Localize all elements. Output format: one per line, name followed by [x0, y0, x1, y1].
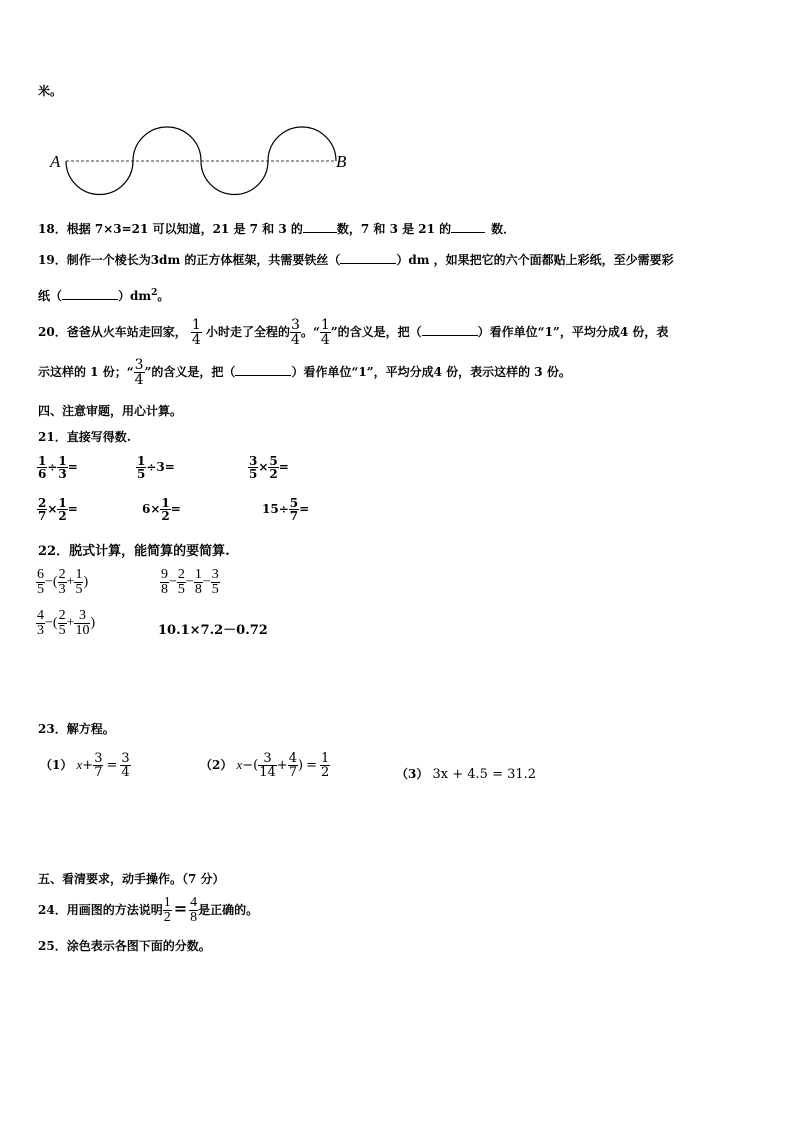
q21-item-2: $\frac{1}{5}$ ÷3=	[137, 454, 175, 481]
q18-text-a: 18．根据 7×3=21 可以知道，21 是 7 和 3 的	[38, 222, 303, 236]
frac: $\frac{4}{7}$	[288, 751, 297, 780]
frac: $\frac{1}{6}$	[38, 454, 47, 481]
question-19-line-1	[38, 251, 674, 268]
section-5-heading: 五、看清要求，动手操作。（7 分）	[38, 872, 225, 886]
q20-text-a: 20．爸爸从火车站走回家，	[38, 325, 187, 339]
question-20-line-1	[38, 318, 668, 347]
q24-text-b: 是正确的。	[198, 903, 259, 917]
q20-fraction-1: $\frac{1}{4}$	[191, 317, 201, 348]
q19-blank-1[interactable]	[340, 251, 396, 264]
q20-text-f: 示这样的 1 份；“	[38, 365, 134, 379]
q20-text-b: 小时走了全程的	[206, 325, 291, 339]
question-18	[38, 220, 515, 237]
frac: $\frac{2}{5}$	[177, 567, 185, 597]
q24-text-a: 24．用画图的方法说明	[38, 903, 163, 917]
q23-equation-3: （3） 3x + 4.5 = 31.2	[396, 767, 537, 782]
frac: $\frac{6}{5}$	[37, 567, 44, 597]
frac: $\frac{9}{8}$	[161, 567, 168, 597]
question-20-line-2	[38, 358, 571, 387]
q23-equation-1: （1） x+ $\frac{3}{7}$ = $\frac{3}{4}$	[40, 751, 130, 780]
q21-item-5: 6× $\frac{1}{2}$ =	[142, 496, 181, 523]
q19-text-c: 纸（	[38, 289, 63, 303]
q20-text-d: ”的含义是，把（	[330, 325, 422, 339]
q22-expression-4: 10.1×7.2－0.72	[158, 623, 268, 638]
frac: $\frac{3}{4}$	[121, 751, 130, 780]
q20-blank-2[interactable]	[235, 363, 291, 376]
frac: $\frac{2}{3}$	[58, 567, 66, 597]
frac: $\frac{3}{7}$	[94, 751, 103, 780]
q19-blank-2[interactable]	[62, 287, 118, 300]
q23-equation-2: （2） x−( $\frac{3}{14}$ + $\frac{4}{7}$ ) = $\frac{1}{2}$	[200, 751, 330, 780]
q22-expression-1: $\frac{6}{5}$ −( $\frac{2}{3}$ + $\frac{1}{5}$ )	[37, 567, 89, 597]
frac: $\frac{1}{3}$	[58, 454, 67, 481]
frac: $\frac{1}{5}$	[75, 567, 83, 597]
q19-text-d: ）dm	[118, 289, 152, 303]
frac: $\frac{1}{2}$	[161, 496, 170, 523]
q19-text-b: ）dm ，如果把它的六个面都贴上彩纸，至少需要彩	[396, 253, 674, 267]
question-22-title: 22．脱式计算，能简算的要简算.	[38, 544, 230, 559]
frac: $\frac{1}{2}$	[58, 496, 67, 523]
frac: $\frac{4}{3}$	[37, 608, 44, 638]
top-fragment: 米。	[38, 84, 63, 98]
label-a: A	[50, 152, 61, 171]
q20-fraction-2: $\frac{3}{4}$	[291, 317, 300, 348]
section-4-heading: 四、注意审题，用心计算。	[38, 404, 183, 418]
frac: $\frac{4}{8}$	[190, 895, 198, 925]
frac: $\frac{1}{2}$	[163, 895, 171, 925]
question-25: 25．涂色表示各图下面的分数。	[38, 939, 211, 953]
q21-item-1: $\frac{1}{6}$ ÷ $\frac{1}{3}$ =	[38, 454, 78, 481]
q21-item-4: $\frac{2}{7}$ × $\frac{1}{2}$ =	[38, 496, 78, 523]
q19-text-e: 。	[157, 289, 170, 303]
q20-fraction-3: $\frac{1}{4}$	[320, 317, 330, 348]
q18-blank-1[interactable]	[303, 220, 337, 233]
q20-blank-1[interactable]	[422, 323, 478, 336]
frac: $\frac{2}{7}$	[38, 496, 47, 523]
frac: $\frac{5}{7}$	[289, 496, 299, 523]
question-23-title: 23．解方程。	[38, 722, 115, 736]
q18-text-c: 数．	[491, 222, 516, 236]
q20-text-e: ）看作单位“1”，平均分成4 份，表	[477, 325, 669, 339]
frac: $\frac{3}{5}$	[211, 567, 219, 597]
frac: $\frac{1}{8}$	[194, 567, 202, 597]
question-19-line-2	[38, 287, 169, 304]
frac: $\frac{3}{14}$	[259, 751, 276, 780]
q21-item-3: $\frac{3}{5}$ × $\frac{5}{2}$ =	[249, 454, 289, 481]
frac: $\frac{2}{5}$	[58, 608, 66, 638]
q20-text-g: ”的含义是，把（	[144, 365, 236, 379]
q19-text-a: 19．制作一个棱长为3dm 的正方体框架，共需要铁丝（	[38, 253, 341, 267]
q20-text-c: 。“	[300, 325, 320, 339]
frac: $\frac{1}{5}$	[137, 454, 146, 481]
frac: $\frac{3}{5}$	[249, 454, 258, 481]
frac: $\frac{3}{10}$	[75, 608, 90, 638]
question-21-title: 21．直接写得数.	[38, 430, 131, 444]
q20-fraction-4: $\frac{3}{4}$	[134, 357, 144, 388]
q20-text-h: ）看作单位“1”，平均分成4 份，表示这样的 3 份。	[291, 365, 571, 379]
q18-text-b: 数，7 和 3 是 21 的	[336, 222, 452, 236]
frac: $\frac{1}{2}$	[320, 751, 330, 780]
frac: $\frac{5}{2}$	[269, 454, 278, 481]
q21-item-6: 15÷ $\frac{5}{7}$ =	[262, 496, 310, 523]
q22-expression-2: $\frac{9}{8}$ − $\frac{2}{5}$ − $\frac{1}{8}$ − $\frac{3}{5}$	[161, 567, 219, 597]
q18-blank-2[interactable]	[451, 220, 485, 233]
label-b: B	[336, 152, 347, 171]
semicircle-path-figure	[44, 120, 364, 202]
q22-expression-3: $\frac{4}{3}$ −( $\frac{2}{5}$ + $\frac{3}{10}$ )	[37, 608, 96, 638]
q19-superscript: 2	[151, 288, 158, 298]
question-24: 24．用画图的方法说明 $\frac{1}{2}$ = $\frac{4}{8}$ 是正确的。	[38, 895, 259, 925]
